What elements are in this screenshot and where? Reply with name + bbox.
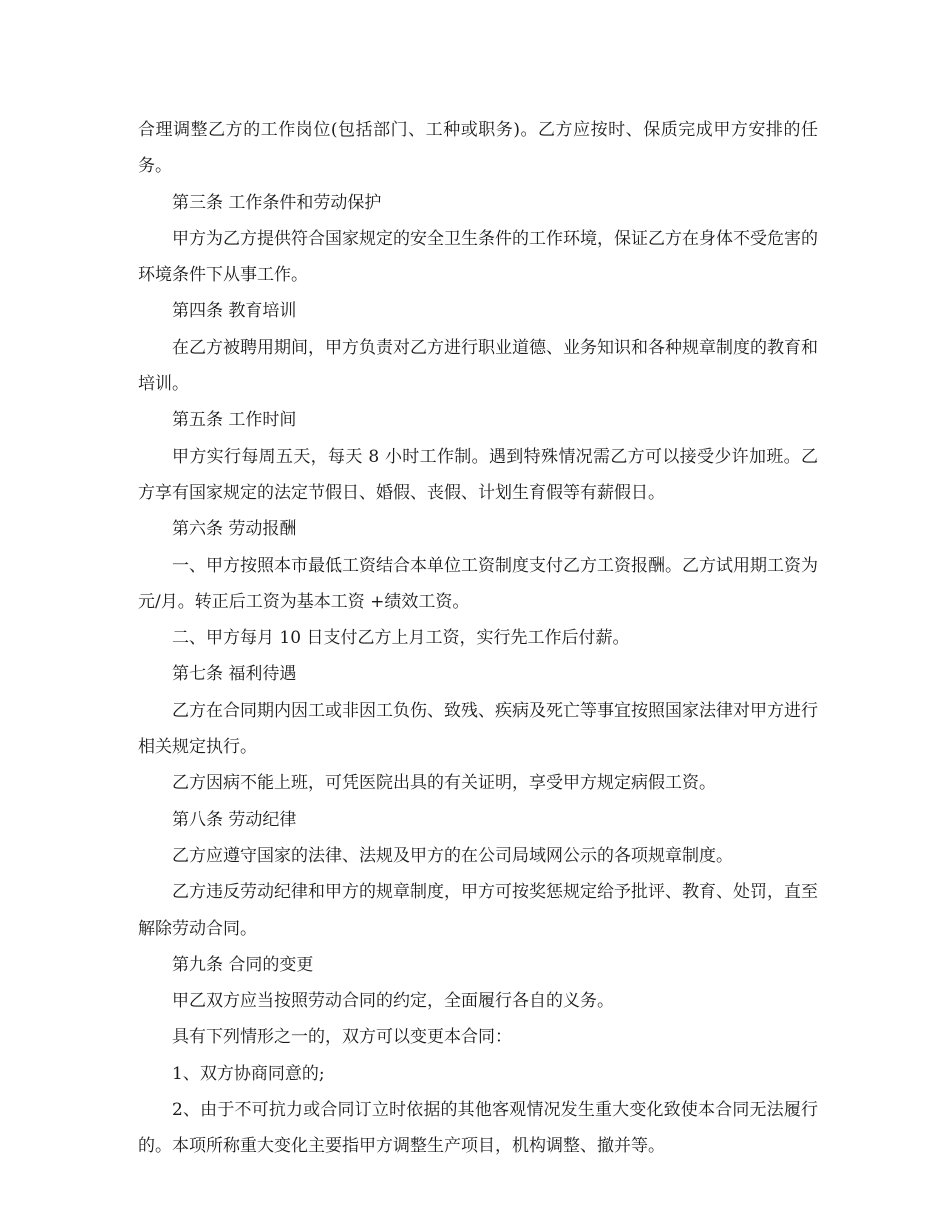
article-3-heading: 第三条 工作条件和劳动保护: [172, 192, 382, 213]
article-4-heading: 第四条 教育培训: [172, 301, 297, 322]
article-6-heading: 第六条 劳动报酬: [172, 519, 297, 540]
article-9-heading: 第九条 合同的变更: [172, 954, 314, 975]
list-item: 2、由于不可抗力或合同订立时依据的其他客观情况发生重大变化致使本合同无法履行的。本项所称重大变化主要指甲方调整生产项目，机构调整、撤并等。: [138, 1100, 818, 1157]
paragraph: 在乙方被聘用期间，甲方负责对乙方进行职业道德、业务知识和各种规章制度的教育和培训。: [138, 337, 818, 395]
paragraph: 乙方应遵守国家的法律、法规及甲方的在公司局域网公示的各项规章制度。: [172, 845, 733, 866]
paragraph: 甲方实行每周五天，每天 8 小时工作制。遇到特殊情况需乙方可以接受少许加班。乙方享有国家规定的法定节假日、婚假、丧假、计划生育假等有薪假日。: [138, 446, 818, 503]
paragraph-continuation: 合理调整乙方的工作岗位(包括部门、工种或职务)。乙方应按时、保质完成甲方安排的任务。: [138, 120, 818, 177]
document-body: [138, 112, 818, 1165]
paragraph: 乙方因病不能上班，可凭医院出具的有关证明，享受甲方规定病假工资。: [172, 773, 716, 794]
paragraph: 甲乙双方应当按照劳动合同的约定，全面履行各自的义务。: [172, 991, 614, 1012]
paragraph: 二、甲方每月 10 日支付乙方上月工资，实行先工作后付薪。: [172, 628, 630, 649]
article-8-heading: 第八条 劳动纪律: [172, 809, 297, 830]
paragraph: 具有下列情形之一的，双方可以变更本合同：: [172, 1027, 512, 1048]
paragraph: 乙方违反劳动纪律和甲方的规章制度，甲方可按奖惩规定给予批评、教育、处罚，直至解除劳动合同。: [138, 882, 818, 939]
article-7-heading: 第七条 福利待遇: [172, 664, 297, 685]
paragraph: 一、甲方按照本市最低工资结合本单位工资制度支付乙方工资报酬。乙方试用期工资为 元/月。转正后工资为基本工资 +绩效工资。: [138, 555, 818, 612]
paragraph: 甲方为乙方提供符合国家规定的安全卫生条件的工作环境，保证乙方在身体不受危害的环境条件下从事工作。: [138, 228, 818, 286]
list-item: 1、双方协商同意的;: [172, 1063, 325, 1084]
article-5-heading: 第五条 工作时间: [172, 410, 297, 431]
paragraph: 乙方在合同期内因工或非因工负伤、致残、疾病及死亡等事宜按照国家法律对甲方进行相关规定执行。: [138, 700, 818, 758]
